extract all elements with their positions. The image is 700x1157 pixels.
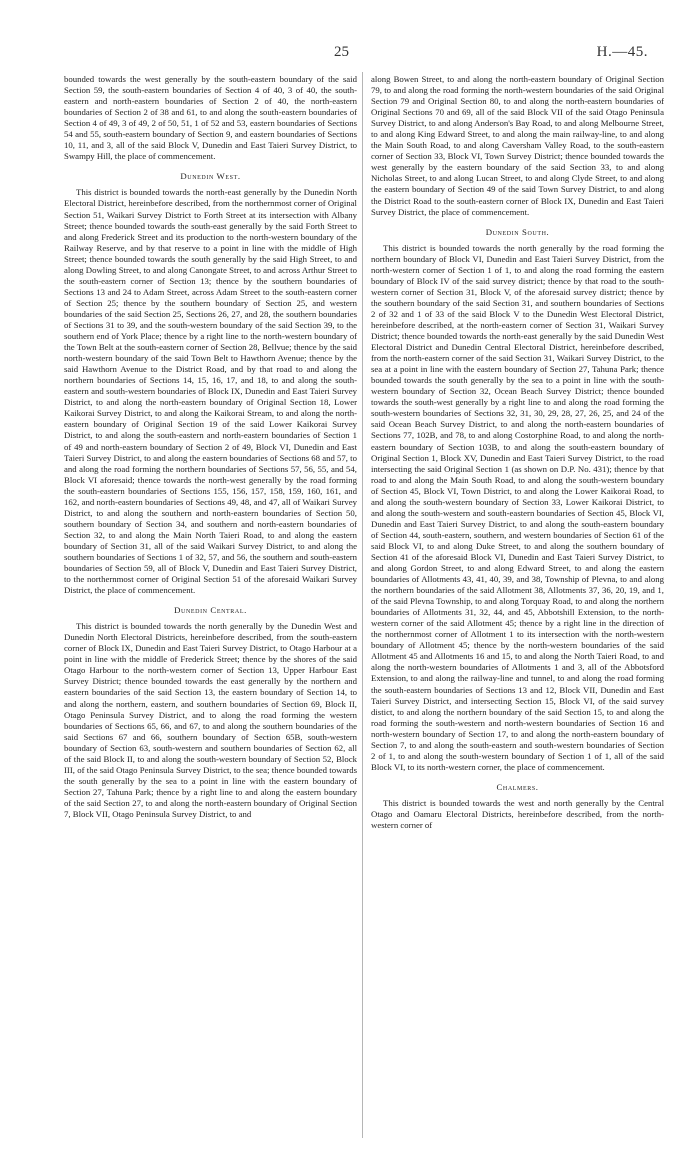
paragraph-dunedin-south: This district is bounded towards the north generally by the road forming the northern boundary of Block VI, Dunedin and East Taieri Survey District, from the north-western corner of Section 1 of 1, to and along the road forming the eastern boundary of Block IV of the said survey district; thence by that road to the south-western corner of Section 31, Block V, of the aforesaid survey district; thence by the southern boundary of the said Section 31, and southern boundaries of Sections 2 of 32 and 1 of 33 of the said Block V to the Dunedin West Electoral District, hereinbefore described, at the north-eastern corner of Section 31, Waikari Survey District; thence bounded towards the north-east generally by the said Dunedin West Electoral District and Dunedin Central Electoral District, hereinbefore described, from the north-eastern corner of the said Section 31, Waikari Survey District, to the sea at a point in line with the eastern boundary of Section 27, Tahuna Park; thence bounded towards the south generally by the sea to a point in line with the south-western boundary of Section 32, Ocean Beach Survey District; thence bounded towards the south-west generally by a right line to and along the road forming the south-western boundaries of Sections 32, 31, 30, 29, 28, 27, 26, 25, and 24 of the said Ocean Beach Survey District, to and along the north-eastern boundaries of Sections 77, 102B, and 78, to and along Costorphine Road, to and along the north-eastern boundary of Section 103B, to and along the south-eastern boundary of Original Section 1, Block XV, Dunedin and East Taieri Survey District, to the road intersecting the said Original Section 1 (as shown on D.P. No. 431); thence by that road to and along the Main South Road, to and along the south-western boundary of Section 45, Block VI, Town District, to and along the Lower Kaikorai Road, to and along the south-western boundary of Section 33, Lower Kaikorai District, to and along the south-western and south-eastern boundaries of Section 45, Block VI, Dunedin and East Taieri Survey District, to and along the south-eastern boundary of Section 44, south-eastern, southern, and western boundaries of Section 61 of the said Block VI, to and along Duke Street, to and along the southern boundary of Section 41 of the aforesaid Block VI, Dunedin and East Taieri Survey District, to and along Gordon Street, to and along Edward Street, to and along the eastern boundaries of Allotments 43, 41, 40, 39, and 38, Township of Plevna, to and along the northern boundaries of the said Allotment 38, Allotments 37, 36, 20, 19, and 1, of the said Plevna Township, to and along Torquay Road, to and along the northern boundaries of Allotments 31, 32, 44, and 45, Abbotshill Extension, to the north-western corner of the said Allotment 45; thence by a right line in the direction of the northernmost corner of Allotment 1 to its intersection with the north-western boundary of Allotment 45; thence by the north-western boundaries of the said Allotment 45 and Allotments 16 and 15, to and along the North Taieri Road, to and along the north-western boundaries of Allotments 1 and 3, all of the Abbotsford Extension, to and along the railway-line and tunnel, to and along the road forming the south-eastern boundaries of Sections 13 and 12, Block VII, Dunedin and East Taieri Survey District, and intersecting Section 15, Block VI, of the said survey distict, to and along the northern boundary of the said Section 15, to and along the road forming the south-western and north-western boundaries of Section 16 and north-western boundary of Section 17, to and along the north-eastern boundary of Section 7, to and along the south-eastern and south-western boundaries of Section 2 of 1, to and along the south-western boundary of Section 1 of 1, all of the said Block VI, to its north-western corner, the place of commencement.	[371, 242, 664, 772]
section-heading-dunedin-west: Dunedin West.	[180, 171, 241, 182]
column-divider	[362, 72, 363, 1138]
page-header	[0, 44, 700, 64]
paper-reference: H.—45.	[596, 44, 648, 60]
paragraph-continued: along Bowen Street, to and along the north-eastern boundary of Original Section 79, to and along the road forming the north-western boundaries of the said Original Section 79 and Original Section 80, to and along the north-eastern boundaries of Original Sections 70 and 69, all of the said Block VII of the said Otago Peninsula Survey District, to and along Anderson's Bay Road, to and along Melbourne Street, to and along King Edward Street, to and along the main railway-line, to and along the Main South Road, to and along Caversham Valley Road, to the south-eastern corner of Section 33, Block VI, Town Survey District; thence bounded towards the west generally by the eastern boundary of the said Section 33, to and along Nicholas Street, to and along Lucan Street, to and along Clyde Street, to and along the eastern boundary of Section 49 of the said Town Survey District, to and along the District Road to the south-eastern corner of Block IX, Dunedin and East Taieri Survey District, the place of commencement.	[371, 74, 664, 217]
paragraph-chalmers: This district is bounded towards the west and north generally by the Central Otago and Oamaru Electoral Districts, hereinbefore described, from the north-western corner of	[371, 797, 664, 831]
paragraph-continued: bounded towards the west generally by the south-eastern boundary of the said Section 59, the south-eastern boundaries of Section 4 of 40, 3 of 40, the south-eastern and north-eastern boundaries of Section 2 of 40, the north-eastern boundaries of Section 2 of 38 and 61, to and along the south-eastern boundaries of Section 4 of 49, 3 of 49, 2 of 50, 51, 1 of 52 and 53, eastern boundaries of Sections 54 and 55, south-eastern boundary of Section 9, and eastern boundaries of Sections 10, 11, and 3, all of the said Block V, Dunedin and East Taieri Survey District, to Swampy Hill, the place of commencement.	[64, 74, 357, 162]
paragraph-dunedin-west: This district is bounded towards the north-east generally by the Dunedin North Electoral District, hereinbefore described, from the northernmost corner of Original Section 51, Waikari Survey District to Forth Street at its intersection with Albany Street; thence bounded towards the south-east generally by the said Forth Street to and along Frederick Street and its production to the north-western boundary of the Railway Reserve, and by that reserve to a point in line with the middle of High Street; thence bounded towards the south generally by the said High Street, to and along Dowling Street, to and along Canongate Street, to and across Arthur Street to the south-eastern corner of Section 13; thence by the southern boundaries of Sections 13 and 24 to Adam Street, across Adam Street to the south-eastern corner of Section 25; thence by the southern boundary of Section 25, and western boundaries of the said Section 25, Sections 26, 27, and 28, the southern boundaries of Sections 31 to 39, and the south-western boundary of the said Section 39, to the southern end of York Place; thence by a right line to the north-western boundary of the Town Belt at the south-eastern corner of Section 28, Bellvue; thence by the said north-western boundary of the said Town Belt to Hawthorn Avenue; thence by the said Hawthorn Avenue to the District Road, and by that road to and along the northern boundaries of Sections 14, 15, 16, 17, and 18, to and along the south-eastern and south-western boundaries of Block IX, Dunedin and East Taieri Survey District, to and along the north-eastern boundary of Original Section 18, Lower Kaikorai Survey District, to and along the Kaikorai Stream, to and along the north-eastern boundary of Original Section 19 of the said Lower Kaikorai Survey District, to and along the south-eastern and north-eastern boundaries of Section 1 of 49 and north-eastern boundary of Section 2 of 49, Block VI, Dunedin and East Taieri Survey District, to and along the eastern boundaries of Sections 68 and 57, to and along the road forming the northern boundaries of Sections 57, 56, 55, and 54, Block VI aforesaid; thence towards the north-west generally by the road forming the south-eastern boundaries of Sections 155, 156, 157, 158, 159, 160, 161, and 162, and north-eastern boundaries of Sections 49, 48, and 47, all of Waikari Survey District, to and along the southern and north-eastern boundaries of Section 50, southern boundary of Section 34, and southern and north-eastern boundaries of Section 32, to and along the Main North Taieri Road, to and along the eastern boundary of Section 31, all of the said Waikari Survey District, to and along the southern boundaries of Sections 1 of 32, 57, and 56, the southern and south-eastern boundaries of Section 59, all of Block V, Dunedin and East Taieri Survey District, to the northernmost corner of Original Section 51 of the aforesaid Waikari Survey District, the place of commencement.	[64, 187, 357, 596]
section-heading-dunedin-central: Dunedin Central.	[174, 605, 247, 616]
right-column	[371, 74, 664, 1136]
left-column	[64, 74, 357, 1136]
section-heading-chalmers: Chalmers.	[496, 781, 539, 792]
section-heading-dunedin-south: Dunedin South.	[485, 226, 550, 237]
page-number: 25	[334, 44, 349, 60]
paragraph-dunedin-central: This district is bounded towards the north generally by the Dunedin West and Dunedin North Electoral Districts, hereinbefore described, from the south-eastern corner of Block IX, Dunedin and East Taieri Survey District, to Otago Harbour at a point in line with the middle of Frederick Street; thence by the shores of the said Otago Harbour to the north-western corner of Section 13, Upper Harbour East Survey District; thence bounded towards the east generally by the northern and eastern boundaries of the said Section 13, the eastern boundary of Section 14, to and along the northern, eastern, and southern boundaries of Section 69, Block II, Otago Peninsula Survey District, and to along the road forming the western boundaries of Sections 65, 66, and 67, to and along the southern boundaries of the said Sections 67 and 66, southern boundary of Section 65B, south-western boundary of Section 63, south-western and southern boundaries of Section 62, all of the said Block II, to and along the south-western boundary of Section 52, Block III, of the said Otago Peninsula Survey District, to the sea; thence bounded towards the south generally by the sea to a point in line with the eastern boundary of Section 27, Tahuna Park; thence by a right line to and along the eastern boundary of the said Section 27, to and along the north-eastern boundary of Original Section 7, Block VII, Otago Peninsula Survey District, to and	[64, 621, 357, 819]
